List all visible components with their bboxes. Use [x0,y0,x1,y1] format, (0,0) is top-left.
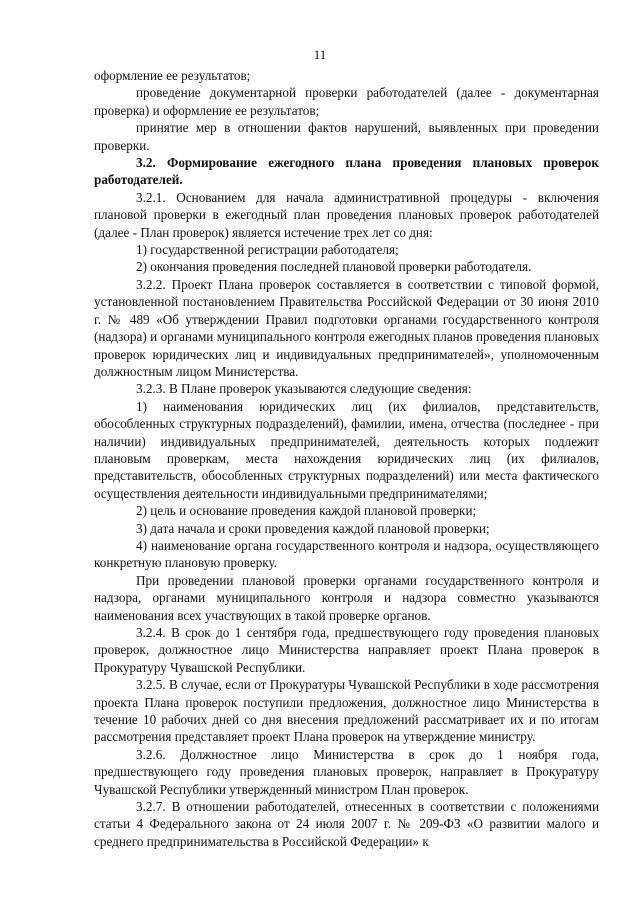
paragraph: 3.2.7. В отношении работодателей, отнесенных в соответствии с положениями статьи 4 Федерального закона от 24 июля 2007 г. № 209-ФЗ «О развитии малого и среднего предпринимательства в Российской Федерации» к [94,799,599,849]
page-number: 11 [313,47,327,62]
paragraph: 2) цель и основание проведения каждой плановой проверки; [136,503,477,519]
paragraph: 2) окончания проведения последней плановой проверки работодателя. [136,259,532,275]
paragraph: При проведении плановой проверки органами государственного контроля и надзора, органами муниципального контроля и надзора совместно указываются наименования всех участвующих в такой проверке органов. [94,572,599,623]
paragraph: 3.2.1. Основанием для начала административной процедуры - включения плановой проверки в ежегодный план проведения плановых проверок работодателей (далее - План проверок) является истечение трех лет со дня: [94,189,599,240]
paragraph: 1) наименования юридических лиц (их филиалов, представительств, обособленных структурных подразделений), фамилии, имена, отчества (последнее - при наличии) индивидуальных предпринимателей, деятельность которых подлежит плановым проверкам, места нахождения юридических лиц (их филиалов, представительств, обособленных структурных подразделений) или места фактического осуществления деятельности индивидуальными предпринимателями; [94,398,599,501]
paragraph: проведение документарной проверки работодателей (далее - документарная проверка) и оформление ее результатов; [94,85,599,118]
paragraph: 3.2.5. В случае, если от Прокуратуры Чувашской Республики в ходе рассмотрения проекта Плана проверок поступили предложения, должностное лицо Министерства в течение 10 рабочих дней со дня внесения предложений рассматривает их и по итогам рассмотрения представляет проект Плана проверок на утверждение министру. [94,677,599,745]
paragraph: 3.2.6. Должностное лицо Министерства в срок до 1 ноября года, предшествующего году проведения плановых проверок, направляет в Прокуратуру Чувашской Республики утвержденный министром План проверок. [94,746,599,797]
paragraph: 3.2.2. Проект Плана проверок составляется в соответствии с типовой формой, установленной постановлением Правительства Российской Федерации от 30 июня 2010 г. № 489 «Об утверждении Правил подготовки органами государственного контроля (надзора) и органами муниципального контроля ежегодных планов проведения плановых проверок юридических лиц и индивидуальных предпринимателей», уполномоченным должностным лицом Министерства. [94,276,599,379]
document-body [94,67,599,850]
paragraph: принятие мер в отношении фактов нарушений, выявленных при проведении проверки. [94,120,599,153]
paragraph: 3) дата начала и сроки проведения каждой плановой проверки; [136,520,490,536]
paragraph: 4) наименование органа государственного контроля и надзора, осуществляющего конкретную плановую проверку. [94,537,599,571]
paragraph: 3.2.3. В Плане проверок указываются следующие сведения: [136,381,472,397]
paragraph: оформление ее результатов; [94,68,251,83]
paragraph: 1) государственной регистрации работодателя; [136,242,399,258]
paragraph: 3.2.4. В срок до 1 сентября года, предшествующего году проведения плановых проверок, должностное лицо Министерства направляет проект Плана проверок в Прокуратуру Чувашской Республики. [94,625,599,675]
section-heading: 3.2. Формирование ежегодного плана проведения плановых проверок работодателей. [94,155,599,188]
